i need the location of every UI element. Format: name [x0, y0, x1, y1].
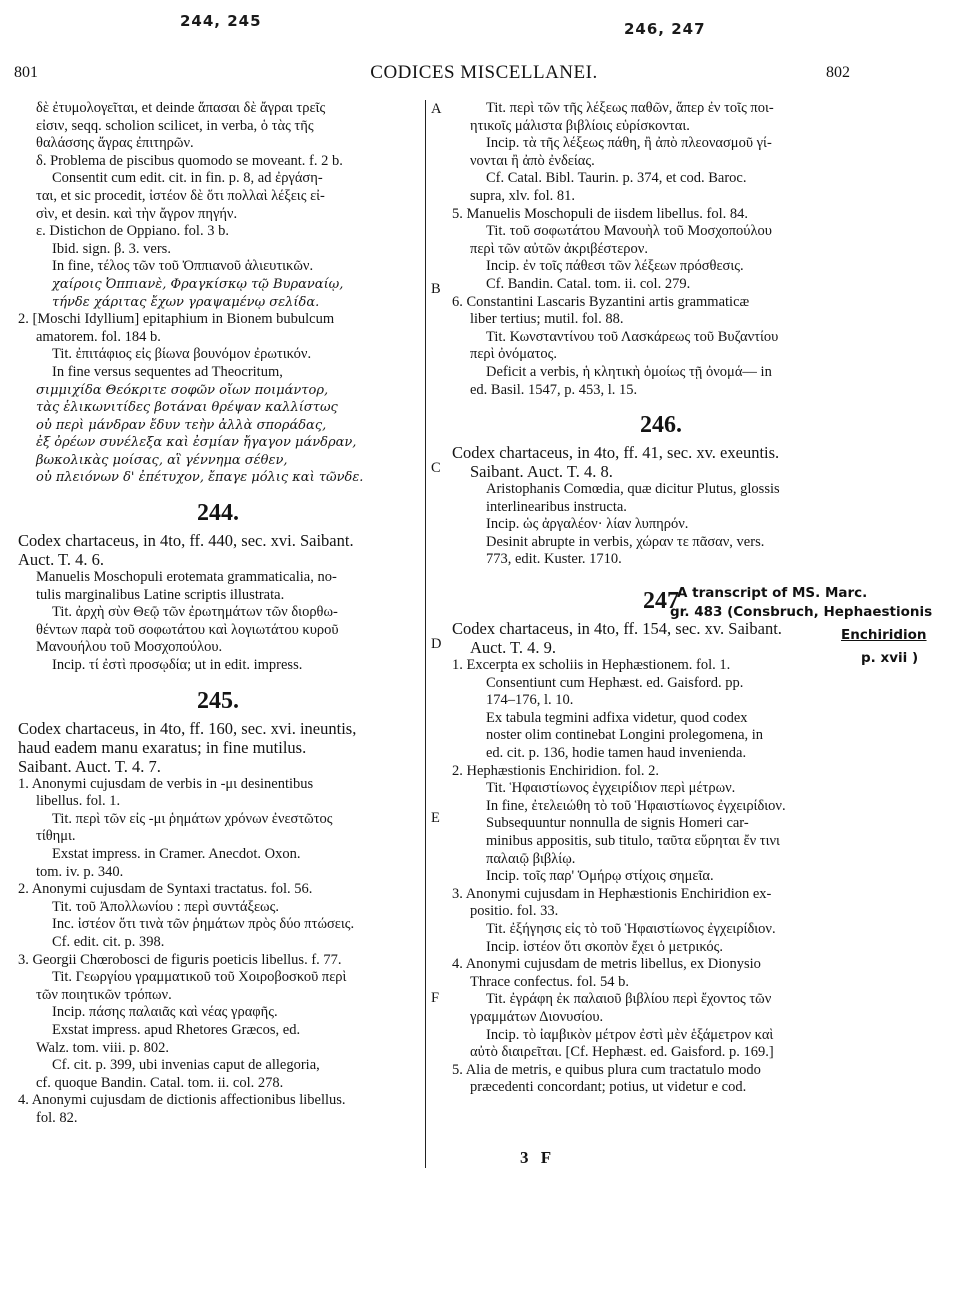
signature-mark: 3 F [520, 1148, 556, 1167]
codex-description: Auct. T. 4. 9. [470, 638, 557, 658]
greek-verse-line: τὰς ἑλικωνιτίδες βοτάναι θρέψαν καλλίστως [36, 400, 338, 416]
greek-verse-line: τήνδε χάριτας ἔχων γραψαμένῳ σελίδα. [52, 294, 320, 310]
text-line: 5. Alia de metris, e quibus plura cum tractatulo modo [452, 1061, 761, 1078]
greek-verse-line: οὐ πλειόνων δ' ἐπέτυχον, ἔπαγε μόλις καὶ τῶνδε. [36, 470, 364, 486]
text-line: Μανουήλου τοῦ Μοσχοπούλου. [36, 639, 223, 656]
text-line: ται, et sic procedit, ἰστέον δὲ ὅτι πολλαὶ λέξεις εἰ- [36, 187, 325, 204]
text-line: περὶ τῶν αὐτῶν ἀκριβέστερον. [470, 240, 648, 257]
text-line: 5. Manuelis Moschopuli de iisdem libellus. fol. 84. [452, 205, 749, 222]
text-line: Tit. Γεωργίου γραμματικοῦ τοῦ Χοιροβοσκοῦ περὶ [52, 969, 347, 986]
text-line: 3. Anonymi cujusdam in Hephæstionis Enchiridion ex- [452, 885, 772, 902]
handwritten-annotation-line: A transcript of MS. Marc. [677, 585, 868, 601]
text-line: 3. Georgii Chœrobosci de figuris poeticis libellus. f. 77. [18, 951, 342, 968]
margin-letter-a: A [431, 101, 442, 117]
codex-description: Codex chartaceus, in 4to, ff. 440, sec. xvi. Saibant. [18, 531, 354, 551]
text-line: Cf. cit. p. 399, ubi invenias caput de allegoria, [52, 1057, 320, 1074]
margin-letter-f: F [431, 990, 440, 1006]
greek-verse-line: χαίροις Ὀππιανὲ, Φραγκίσκῳ τῷ Βυραναίῳ, [52, 276, 344, 292]
text-line: Consentit cum edit. cit. in fin. p. 8, ad ἐργάση- [52, 170, 323, 187]
text-line: δὲ ἐτυμολογεῖται, et deinde ἅπασαι δὲ ἄγραι τρεῖς [36, 100, 326, 116]
page-number-left: 801 [14, 64, 38, 81]
codex-description: Saibant. Auct. T. 4. 7. [18, 756, 161, 776]
greek-verse-line: σιμμιχίδα Θεόκριτε σοφῶν οἴων ποιμάντορ, [36, 382, 329, 398]
codex-number-244: 244. [197, 500, 239, 527]
text-line: εἰσιν, seqq. scholion scilicet, in verba, ὁ τὰς τῆς [36, 117, 314, 134]
text-line: Cf. Bandin. Catal. tom. ii. col. 279. [486, 275, 691, 292]
text-line: σὶν, et desin. καὶ τὴν ἄγρον πηγήν. [36, 205, 238, 222]
codex-number-247: 247 [643, 588, 679, 615]
text-line: Incip. τὸ ἰαμβικὸν μέτρον ἐστὶ μὲν ἑξάμετρον καὶ [486, 1026, 774, 1043]
text-line: γραμμάτων Διονυσίου. [470, 1008, 604, 1025]
text-line: In fine versus sequentes ad Theocritum, [52, 363, 283, 380]
text-line: positio. fol. 33. [470, 903, 559, 920]
text-line: 6. Constantini Lascaris Byzantini artis grammaticæ [452, 293, 750, 310]
text-line: Incip. ἰστέον ὅτι σκοπὸν ἔχει ὁ μετρικός. [486, 938, 723, 955]
text-line: Thrace confectus. fol. 54 b. [470, 973, 630, 990]
greek-verse-line: ἐξ ὀρέων συνέλεξα καὶ ἐσμίαν ἤγαγον μάνδραν, [36, 435, 357, 451]
margin-letter-e: E [431, 810, 440, 826]
codex-description: Saibant. Auct. T. 4. 8. [470, 462, 613, 482]
column-divider [425, 100, 426, 1168]
text-line: Tit. περὶ τῶν τῆς λέξεως παθῶν, ἅπερ ἐν τοῖς ποι- [486, 100, 774, 116]
text-line: libellus. fol. 1. [36, 793, 121, 810]
text-line: ε. Distichon de Oppiano. fol. 3 b. [36, 223, 229, 240]
text-line: Subsequuntur nonnulla de signis Homeri car- [486, 815, 749, 832]
text-line: 4. Anonymi cujusdam de metris libellus, ex Dionysio [452, 956, 761, 973]
text-line: Aristophanis Comœdia, quæ dicitur Plutus, glossis [486, 481, 780, 498]
text-line: præcedenti concordant; potius, ut videtur e cod. [470, 1079, 747, 1096]
codex-description: Auct. T. 4. 6. [18, 550, 105, 570]
text-line: 773, edit. Kuster. 1710. [486, 551, 622, 568]
text-line: Deficit a verbis, ἡ κλητικὴ ὁμοίως τῇ ὀνομά— in [486, 363, 772, 380]
text-line: περὶ ὀνόματος. [470, 346, 558, 363]
text-line: ed. cit. p. 136, hodie tamen haud invenienda. [486, 745, 747, 762]
text-line: 2. Anonymi cujusdam de Syntaxi tractatus. fol. 56. [18, 881, 313, 898]
text-line: Tit. Κωνσταντίνου τοῦ Λασκάρεως τοῦ Βυζαντίου [486, 328, 779, 345]
codex-description: haud eadem manu exaratus; in fine mutilus. [18, 737, 307, 757]
text-line: minibus appositis, sub titulo, ταῦτα εὕρηται ἔν τινι [486, 833, 780, 849]
text-line: παλαιῷ βιβλίῳ. [486, 850, 576, 867]
text-line: Desinit abrupte in verbis, χώραν τε πᾶσαν, vers. [486, 533, 765, 550]
text-line: τῶν ποιητικῶν τρόπων. [36, 986, 172, 1003]
handwritten-header-right: 246, 247 [624, 20, 706, 38]
text-line: Tit. περὶ τῶν εἰς -μι ῥημάτων χρόνων ἐνεστῶτος [52, 810, 333, 827]
handwritten-annotation-line: p. xvii ) [861, 650, 919, 666]
margin-letter-c: C [431, 460, 441, 476]
text-line: Incip. τὰ τῆς λέξεως πάθη, ἢ ἀπὸ πλεονασμοῦ γί- [486, 135, 772, 152]
text-line: fol. 82. [36, 1109, 78, 1126]
text-line: τίθημι. [36, 828, 76, 845]
text-line: Incip. ἐν τοῖς πάθεσι τῶν λέξεων πρόσθεσις. [486, 258, 744, 275]
text-line: Exstat impress. in Cramer. Anecdot. Oxon. [52, 846, 301, 862]
codex-number-246: 246. [640, 412, 682, 439]
codex-number-245: 245. [197, 687, 239, 714]
text-line: 4. Anonymi cujusdam de dictionis affectionibus libellus. [18, 1092, 346, 1109]
text-line: Consentiunt cum Hephæst. ed. Gaisford. pp. [486, 674, 744, 691]
text-line: Ex tabula tegmini adfixa videtur, quod codex [486, 709, 748, 726]
text-line: ed. Basil. 1547, p. 453, l. 15. [470, 381, 638, 398]
text-line: noster olim continebat Longini prolegomena, in [486, 727, 764, 744]
text-line: Tit. ἐξήγησις εἰς τὸ τοῦ Ἡφαιστίωνος ἐγχειρίδιον. [486, 920, 776, 937]
codex-description: Codex chartaceus, in 4to, ff. 41, sec. xv. exeuntis. [452, 443, 780, 463]
codex-description: Codex chartaceus, in 4to, ff. 154, sec. xv. Saibant. [452, 619, 782, 639]
text-line: 1. Excerpta ex scholiis in Hephæstionem. fol. 1. [452, 657, 731, 674]
text-line: tulis marginalibus Latine scriptis illustrata. [36, 586, 285, 603]
handwritten-annotation-line: gr. 483 (Consbruch, Hephaestionis [670, 604, 933, 620]
text-line: θέντων παρὰ τοῦ σοφωτάτου καὶ λογιωτάτου κυροῦ [36, 621, 339, 638]
running-title: CODICES MISCELLANEI. [370, 62, 598, 83]
greek-verse-line: βωκολικὰς μοίσας, αἳ γέννημα σέθεν, [36, 452, 288, 468]
text-line: Cf. Catal. Bibl. Taurin. p. 374, et cod. Baroc. [486, 170, 747, 187]
text-line: ητικοῖς μάλιστα βιβλίοις εὑρίσκονται. [470, 117, 690, 134]
text-line: cf. quoque Bandin. Catal. tom. ii. col. 278. [36, 1074, 284, 1091]
text-line: Incip. πάσης παλαιᾶς καὶ νέας γραφῆς. [52, 1004, 278, 1021]
margin-letter-b: B [431, 281, 441, 297]
text-line: In fine, ἐτελειώθη τὸ τοῦ Ἡφαιστίωνος ἐγχειρίδιον. [486, 797, 786, 814]
page-number-right: 802 [826, 64, 850, 81]
text-line: Tit. ἐγράφη ἐκ παλαιοῦ βιβλίου περὶ ἔχοντος τῶν [486, 991, 772, 1008]
text-line: Tit. τοῦ Ἀπολλωνίου : περὶ συντάξεως. [52, 898, 279, 915]
text-line: Tit. ἐπιτάφιος εἰς βίωνα βουνόμον ἐρωτικόν. [52, 346, 312, 363]
text-line: In fine, τέλος τῶν τοῦ Ὀππιανοῦ ἁλιευτικῶν. [52, 258, 314, 275]
text-line: Inc. ἰστέον ὅτι τινὰ τῶν ῥημάτων πρὸς δύο πτώσεις. [52, 916, 355, 933]
text-line: δ. Problema de piscibus quomodo se moveant. f. 2 b. [36, 152, 343, 169]
handwritten-header-left: 244, 245 [180, 12, 262, 30]
text-line: Manuelis Moschopuli erotemata grammaticalia, no- [36, 569, 337, 586]
text-line: Tit. ἀρχὴ σὺν Θεῷ τῶν ἐρωτημάτων τῶν διορθω- [52, 604, 338, 621]
text-line: νονται ἢ ἀπὸ ἐνδείας. [470, 152, 595, 169]
text-line: Cf. edit. cit. p. 398. [52, 933, 165, 950]
text-line: 1. Anonymi cujusdam de verbis in -μι desinentibus [18, 775, 314, 792]
text-line: αὐτὸ διαιρεῖται. [Cf. Hephæst. ed. Gaisford. p. 169.] [470, 1044, 774, 1061]
text-line: 2. [Moschi Idyllium] epitaphium in Bionem bubulcum [18, 311, 335, 328]
text-line: Walz. tom. viii. p. 802. [36, 1039, 169, 1056]
text-line: amatorem. fol. 184 b. [36, 328, 161, 345]
text-line: interlinearibus instructa. [486, 498, 627, 515]
text-line: tom. iv. p. 340. [36, 863, 124, 880]
margin-letter-d: D [431, 636, 442, 652]
text-line: Incip. τοῖς παρ' Ὁμήρῳ στίχοις σημεῖα. [486, 868, 714, 885]
text-line: Tit. τοῦ σοφωτάτου Μανουὴλ τοῦ Μοσχοπούλου [486, 223, 772, 240]
text-line: 174–176, l. 10. [486, 692, 574, 709]
text-line: Incip. ὡς ἀργαλέον· λίαν λυπηρόν. [486, 516, 689, 533]
text-line: Ibid. sign. β. 3. vers. [52, 240, 171, 257]
text-line: Tit. Ἡφαιστίωνος ἐγχειρίδιον περὶ μέτρων. [486, 780, 736, 797]
text-line: 2. Hephæstionis Enchiridion. fol. 2. [452, 762, 660, 779]
text-line: Exstat impress. apud Rhetores Græcos, ed. [52, 1021, 301, 1038]
text-line: liber tertius; mutil. fol. 88. [470, 311, 624, 328]
text-line: Incip. τί ἐστὶ προσῳδία; ut in edit. impress. [52, 657, 303, 674]
codex-description: Codex chartaceus, in 4to, ff. 160, sec. xvi. ineuntis, [18, 718, 357, 738]
handwritten-annotation-line: Enchiridion [841, 627, 927, 643]
left-column [18, 100, 418, 1128]
greek-verse-line: οὐ περὶ μάνδραν ἔδυν τεὴν ἀλλὰ σποράδας, [36, 417, 327, 433]
text-line: supra, xlv. fol. 81. [470, 187, 575, 204]
text-line: θαλάσσης ἄγρας ἐπιτηρῶν. [36, 135, 194, 152]
